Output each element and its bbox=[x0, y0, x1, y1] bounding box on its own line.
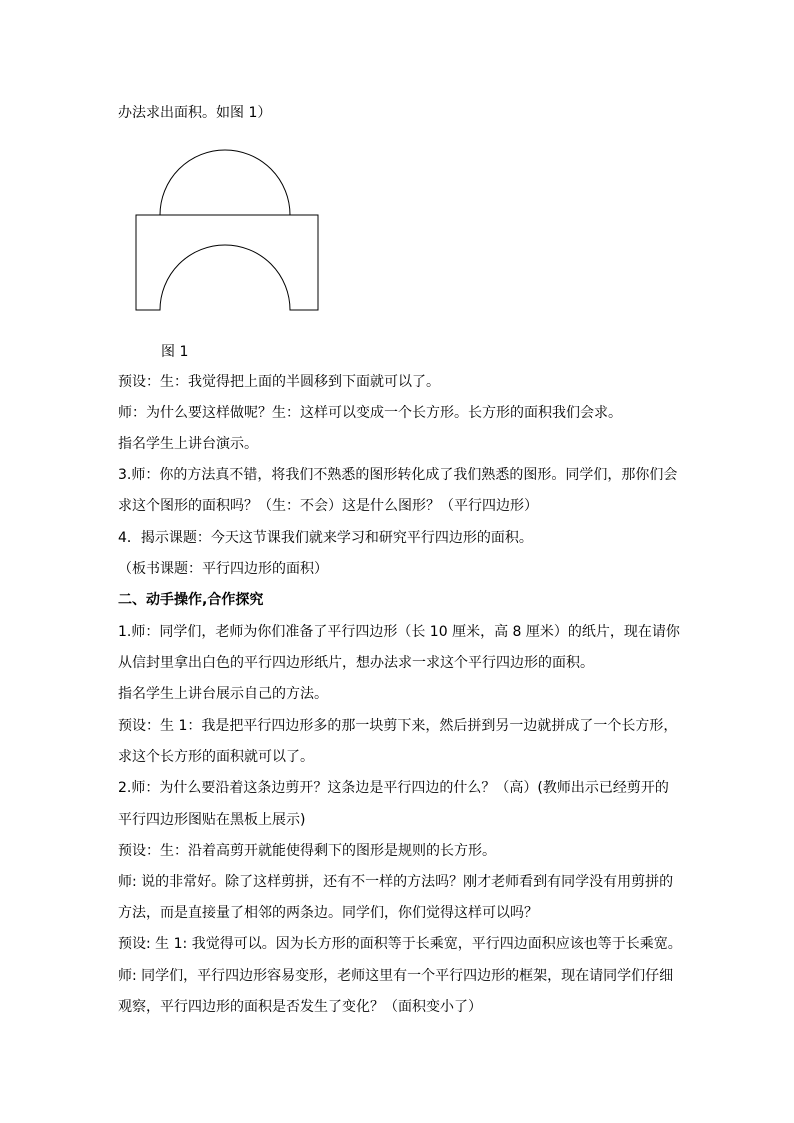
line-3: 指名学生上讲台演示。 bbox=[118, 436, 258, 452]
section-heading: 二、动手操作,合作探究 bbox=[118, 592, 264, 608]
line-10: 从信封里拿出白色的平行四边形纸片，想办法求一求这个平行四边形的面积。 bbox=[118, 655, 594, 671]
rect-with-arch bbox=[136, 215, 318, 310]
line-6: 4．揭示课题：今天这节课我们就来学习和研究平行四边形的面积。 bbox=[118, 530, 533, 546]
figure-1-diagram bbox=[130, 148, 330, 318]
line-1: 预设：生：我觉得把上面的半圆移到下面就可以了。 bbox=[118, 374, 440, 390]
top-semicircle bbox=[160, 150, 290, 215]
line-4: 3.师：你的方法真不错，将我们不熟悉的图形转化成了我们熟悉的图形。同学们，那你们会 bbox=[118, 467, 678, 483]
line-5: 求这个图形的面积吗？（生：不会）这是什么图形？（平行四边形） bbox=[118, 498, 538, 514]
line-20: 师: 同学们，平行四边形容易变形，老师这里有一个平行四边形的框架，现在请同学们仔细 bbox=[118, 968, 674, 984]
line-19: 预设: 生 1: 我觉得可以。因为长方形的面积等于长乘宽，平行四边面积应该也等于长乘宽。 bbox=[118, 936, 682, 952]
figure-caption: 图 1 bbox=[161, 344, 189, 360]
line-11: 指名学生上讲台展示自己的方法。 bbox=[118, 686, 328, 702]
line-13: 求这个长方形的面积就可以了。 bbox=[118, 749, 314, 765]
line-2: 师：为什么要这样做呢？生：这样可以变成一个长方形。长方形的面积我们会求。 bbox=[118, 405, 622, 421]
line-21: 观察，平行四边形的面积是否发生了变化？（面积变小了） bbox=[118, 999, 482, 1015]
line-0: 办法求出面积。如图 1） bbox=[118, 105, 272, 121]
line-7: （板书课题：平行四边形的面积） bbox=[118, 561, 328, 577]
line-18: 方法，而是直接量了相邻的两条边。同学们，你们觉得这样可以吗？ bbox=[118, 905, 538, 921]
line-17: 师: 说的非常好。除了这样剪拼，还有不一样的方法吗？刚才老师看到有同学没有用剪拼的 bbox=[118, 874, 674, 890]
line-16: 预设：生：沿着高剪开就能使得剩下的图形是规则的长方形。 bbox=[118, 843, 496, 859]
line-9: 1.师：同学们，老师为你们准备了平行四边形（长 10 厘米，高 8 厘米）的纸片，现在请你 bbox=[118, 624, 680, 640]
line-12: 预设：生 1：我是把平行四边形多的那一块剪下来，然后拼到另一边就拼成了一个长方形， bbox=[118, 718, 678, 734]
line-15: 平行四边形图贴在黑板上展示) bbox=[118, 812, 306, 828]
line-14: 2.师：为什么要沿着这条边剪开？这条边是平行四边的什么？（高）(教师出示已经剪开的 bbox=[118, 780, 669, 796]
